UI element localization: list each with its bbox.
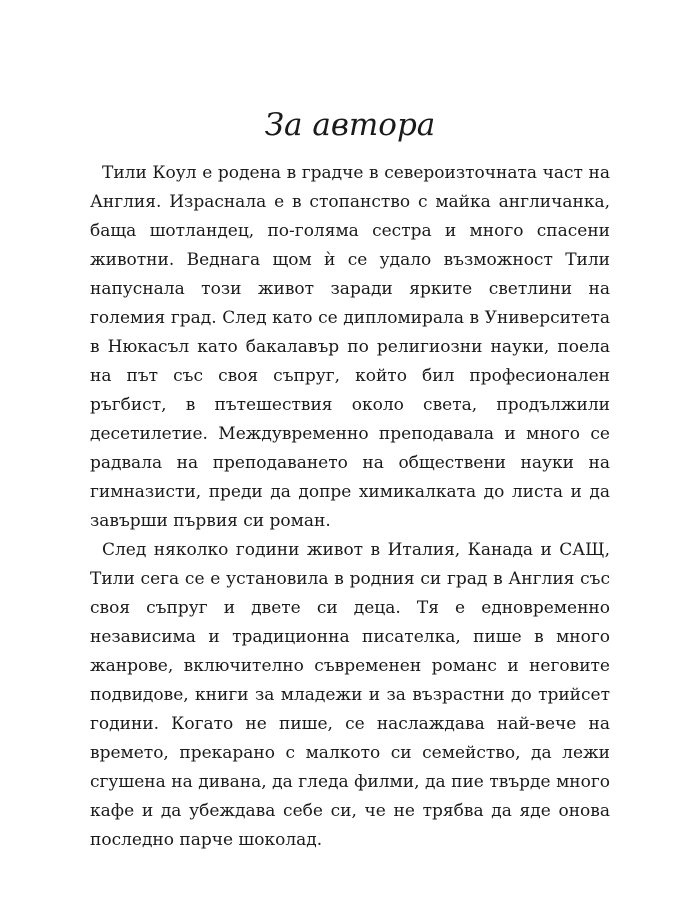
paragraph-1: Тили Коул е родена в градче в североизточната част на Англия. Израснала е в стопанство с майка англичанка, баща шотландец, по-голяма сестра и много спасени животни. Веднага щом ѝ се удало възможност Тили напуснала този живот заради ярките светлини на големия град. След като се дипломирала в Университета в Нюкасъл като бакалавър по религиозни науки, поела на път със своя съпруг, който бил професионален ръгбист, в пътешествия около света, продължили десетилетие. Междувременно преподавала и много се радвала на преподаването на обществени науки на гимназисти, преди да допре химикалката до листа и да завърши първия си роман.: [90, 163, 610, 531]
page-title: За автора: [264, 107, 436, 143]
paragraph-2: След няколко години живот в Италия, Канада и САЩ, Тили сега се е установила в родния си град в Англия със своя съпруг и двете си деца. Тя е едновременно независима и традиционна писателка, пише в много жанрове, включително съвременен романс и неговите подвидове, книги за младежи и за възрастни до трийсет години. Когато не пише, се наслаждава най-вече на времето, прекарано с малкото си семейство, да лежи сгушена на дивана, да гледа филми, да пие твърде много кафе и да убеждава себе си, че не трябва да яде онова последно парче шоколад.: [90, 540, 610, 850]
body-text: [90, 159, 610, 855]
